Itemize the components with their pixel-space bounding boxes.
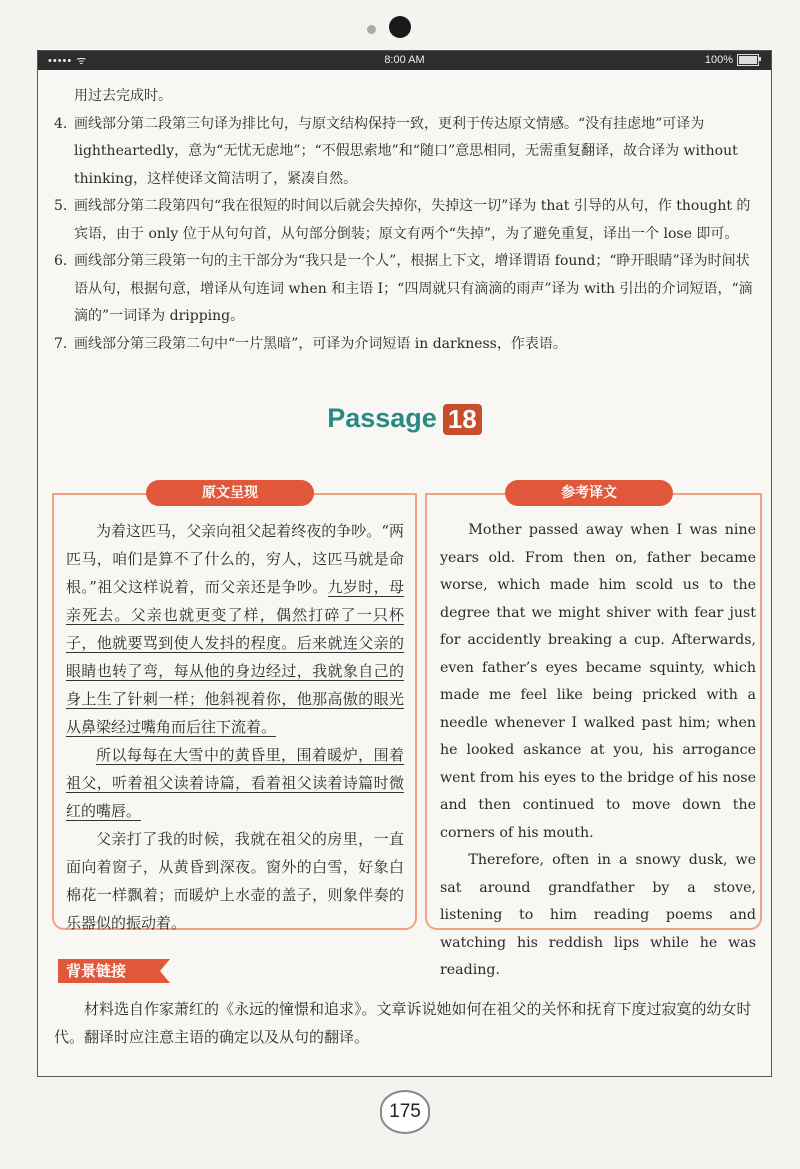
- underlined-passage: 九岁时，母亲死去。父亲也就更变了样，偶然打碎了一只杯子，他就要骂到使人发抖的程度。后来就连父亲的眼睛也转了弯，每从他的身边经过，我就象自己的身上生了针刺一样；他斜视着你，他那高傲的眼光从鼻梁经过嘴角而后往下流着。: [66, 578, 404, 736]
- original-paragraph: [66, 517, 404, 741]
- note-text: 画线部分第三段第一句的主干部分为“我只是一个人”，根据上下文，增译谓语 found；“睁开眼睛”译为时间状语从句，根据句意，增译从句连词 when 和主语 I；“四周就只有滴滴的雨声”译为 with 引出的介词短语，“滴滴的”一词译为 dripping。: [74, 253, 753, 324]
- passage-label: Passage: [327, 403, 437, 433]
- translation-paragraph: Mother passed away when I was nine years old. From then on, father became worse, which made him scold us to the degree that we might shiver with fear just for accidently breaking a cup. Afterwards, even father’s eyes became squinty, which made me feel like being pricked with a needle whenever I walked past him; when he looked askance at you, his arrogance went from his eyes to the bridge of his nose and then continued to move down the corners of his mouth.: [440, 522, 756, 841]
- battery-icon: [737, 54, 759, 66]
- status-time: 8:00 AM: [384, 54, 425, 66]
- translation-paragraph: Therefore, often in a snowy dusk, we sat around grandfather by a stove, listening to him reading poems and watching his reddish lips while he was reading.: [440, 852, 756, 978]
- signal-icon: ••••• ᯤ: [48, 55, 88, 67]
- tablet-screen: [37, 50, 772, 1077]
- original-paragraph: 父亲打了我的时候，我就在祖父的房里，一直面向着窗子，从黄昏到深夜。窗外的白雪，好象白棉花一样飘着；而暖炉上水壶的盖子，则象伴奏的乐器似的振动着。: [66, 830, 404, 932]
- original-sentence: 为着这匹马，父亲向祖父起着终夜的争吵。“两匹马，咱们是算不了什么的，穷人，这匹马就是命根。”祖父这样说着，而父亲还是争吵。: [66, 522, 404, 596]
- note-item: [54, 111, 759, 194]
- translation-text: [440, 517, 756, 985]
- note-text: 画线部分第二段第四句“我在很短的时间以后就会失掉你，失掉这一切”译为 that 引导的从句，作 thought 的宾语，由于 only 位于从句句首，从句部分倒装；原文有两个“失掉”，为了避免重复，译出一个 lose 即可。: [74, 198, 751, 242]
- note-number: 6.: [54, 253, 68, 269]
- background-text: 材料选自作家萧红的《永远的憧憬和追求》。文章诉说她如何在祖父的关怀和抚育下度过寂寞的幼女时代。翻译时应注意主语的确定以及从句的翻译。: [54, 1000, 752, 1046]
- note-number: 7.: [54, 335, 68, 352]
- note-text: 画线部分第三段第二句中“一片黑暗”，可译为介词短语 in darkness，作表语。: [74, 335, 567, 352]
- note-item: [54, 331, 759, 359]
- original-heading: 原文呈现: [146, 480, 314, 506]
- original-paragraph: [66, 741, 404, 825]
- passage-number-badge: 18: [443, 404, 482, 435]
- note-item: [54, 248, 759, 331]
- camera-dot: [389, 16, 411, 38]
- underlined-passage: 所以每每在大雪中的黄昏里，围着暖炉，围着祖父，听着祖父读着诗篇，看着祖父读着诗篇时微红的嘴唇。: [66, 746, 404, 820]
- original-text: [66, 517, 404, 937]
- status-bar: [38, 51, 771, 70]
- note-number: 5.: [54, 198, 68, 214]
- translation-heading: 参考译文: [505, 480, 673, 506]
- note-text: 画线部分第二段第三句译为排比句，与原文结构保持一致，更利于传达原文情感。“没有挂虑地”可译为 lightheartedly，意为“无忧无虑地”；“不假思索地”和“随口”意思相同，无需重复翻译，故合译为 without thinking，这样使译文简洁明了，紧凑自然。: [74, 115, 738, 187]
- battery-percent: 100%: [704, 54, 733, 66]
- page-number: 175: [380, 1090, 430, 1134]
- note-number: 4.: [54, 115, 68, 132]
- background-heading: 背景链接: [58, 959, 160, 983]
- note-continuation: 用过去完成时。: [74, 88, 172, 104]
- note-item: [54, 193, 759, 248]
- passage-title: [38, 403, 771, 435]
- translation-notes: [54, 83, 759, 358]
- battery-status: [705, 54, 759, 66]
- camera-dot-small: [367, 25, 376, 34]
